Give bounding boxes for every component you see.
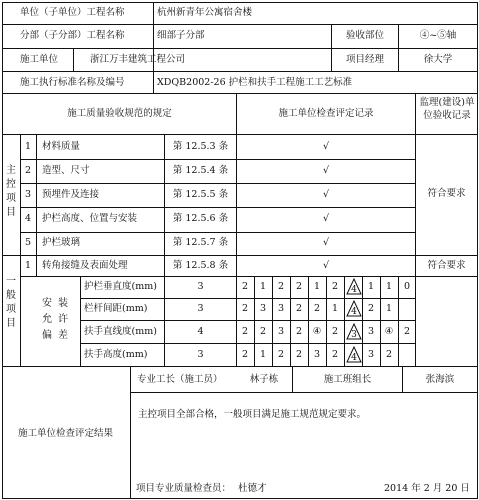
item-number: 5 (24, 237, 32, 248)
measured-value: 2 (295, 303, 303, 314)
item-number: 4 (24, 213, 32, 224)
tolerance-item-name: 扶手高度(mm) (84, 349, 148, 360)
item-clause: 第 12.5.5 条 (172, 189, 229, 200)
measured-value: 3 (277, 325, 285, 337)
tolerance-allowed: 3 (197, 349, 204, 360)
rule-v (344, 276, 345, 367)
measured-value: 2 (403, 325, 411, 337)
rule (20, 183, 415, 184)
check-mark: √ (322, 213, 330, 224)
rule (2, 255, 478, 256)
item-clause: 第 12.5.6 条 (172, 213, 229, 224)
general-group-label: 一般项目 (6, 276, 16, 329)
rule (20, 232, 415, 233)
team-leader-value: 张海滨 (425, 374, 455, 385)
main-control-result: 符合要求 (427, 188, 466, 199)
measured-value: 2 (241, 303, 249, 314)
tolerance-item-name: 扶手直线度(mm) (84, 326, 157, 337)
rule (20, 276, 478, 277)
rule (20, 207, 415, 208)
rule-v (130, 366, 131, 499)
measured-value: 2 (277, 348, 285, 360)
measured-value: 2 (367, 303, 375, 314)
measured-value: 2 (313, 303, 321, 314)
measured-value: 3 (313, 348, 321, 360)
measured-value: ④ (384, 325, 394, 337)
rule (20, 159, 415, 160)
record-column-header: 施工单位检查评定记录 (278, 108, 374, 119)
check-mark: √ (322, 141, 330, 152)
acceptance-part-label: 验收部位 (345, 30, 384, 41)
measured-value: 1 (259, 281, 267, 292)
measured-value: 2 (259, 325, 267, 337)
measured-value: 1 (385, 303, 393, 314)
border-right (477, 2, 478, 499)
unit-project-value: 杭州新青年公寓宿舍楼 (157, 7, 253, 18)
measured-value: 3 (277, 303, 285, 314)
rule-v (36, 134, 37, 277)
triangle-marked-value (346, 278, 362, 299)
border-top (2, 2, 478, 3)
unit-project-label: 单位（子单位）工程名称 (20, 7, 125, 18)
measured-value: 2 (241, 348, 249, 360)
measured-value: 1 (385, 281, 393, 292)
measured-value: 2 (241, 325, 249, 337)
project-manager-value: 徐大学 (423, 54, 453, 65)
rule (2, 24, 478, 25)
tolerance-allowed: 3 (197, 281, 204, 292)
result-label: 施工单位检查评定结果 (18, 428, 114, 439)
result-text: 主控项目全部合格，一般项目满足施工规范规定要求。 (138, 409, 367, 420)
measured-value: ④ (312, 325, 322, 337)
item-clause: 第 12.5.7 条 (172, 237, 229, 248)
tolerance-label: 安装允许偏差 (42, 298, 74, 341)
standard-value: XDQB2002-26 护栏和扶手工程施工工艺标准 (157, 77, 353, 88)
measured-value: 1 (331, 303, 339, 314)
main-control-group-label: 主控项目 (6, 165, 16, 218)
svg-text:4: 4 (351, 285, 357, 295)
check-mark: √ (322, 260, 330, 271)
rule (130, 392, 478, 393)
measured-value: 2 (295, 281, 303, 292)
item-name: 护栏高度、位置与安装 (42, 213, 138, 224)
item-name: 材料质量 (42, 141, 81, 152)
svg-text:3: 3 (351, 329, 357, 340)
team-leader-label: 施工班组长 (323, 374, 372, 385)
general-result: 符合要求 (427, 260, 466, 271)
tolerance-item-name: 护栏垂直度(mm) (84, 281, 157, 292)
rule-v (73, 48, 74, 72)
item-name: 预埋件及连接 (42, 189, 100, 200)
rule-v (153, 71, 154, 94)
item-clause: 第 12.5.4 条 (172, 165, 229, 176)
measured-value: 2 (277, 281, 285, 292)
rule (80, 320, 415, 321)
acceptance-part-value: ④~⑤轴 (419, 30, 457, 41)
rule-v (80, 276, 81, 367)
item-number: 2 (24, 165, 32, 176)
sub-project-label: 分部（子分部）工程名称 (20, 30, 125, 41)
inspector-label: 项目专业质量检查员： (136, 483, 232, 494)
standard-label: 施工执行标准名称及编号 (20, 77, 125, 88)
item-number: 1 (24, 260, 32, 271)
measured-value: 3 (367, 348, 375, 360)
rule (80, 343, 415, 344)
measured-value: 2 (295, 348, 303, 360)
rule-v (164, 134, 165, 277)
supervision-column-header: 监理(建设)单位验收记录 (419, 97, 475, 121)
rule (2, 366, 478, 367)
construction-unit-value: 浙江万丰建筑工程公司 (90, 54, 186, 65)
check-mark: √ (322, 237, 330, 248)
item-number: 3 (24, 189, 32, 200)
spec-column-header: 施工质量验收规范的规定 (67, 108, 172, 119)
tolerance-allowed: 3 (197, 303, 204, 314)
foreman-label: 专业工长（施工员） (137, 374, 223, 385)
svg-text:4: 4 (351, 352, 357, 363)
svg-text:4: 4 (351, 307, 357, 317)
construction-unit-label: 施工单位 (20, 54, 59, 65)
foreman-value: 林子栋 (249, 374, 279, 385)
item-name: 造型、尺寸 (42, 165, 90, 176)
item-name: 护栏玻璃 (42, 237, 81, 248)
item-name: 转角接缝及表面处理 (42, 260, 128, 271)
triangle-marked-value (346, 300, 362, 321)
measured-value: 1 (259, 348, 267, 360)
rule (2, 134, 478, 135)
inspector-value: 杜德才 (238, 483, 267, 494)
measured-value: 3 (259, 303, 267, 314)
measured-value: 1 (313, 281, 321, 292)
item-clause: 第 12.5.3 条 (172, 141, 229, 152)
triangle-marked-value (346, 323, 362, 344)
check-mark: √ (322, 189, 330, 200)
border-bottom (2, 498, 478, 499)
measured-value: 1 (367, 281, 375, 292)
measured-value: 2 (385, 348, 393, 360)
tolerance-allowed: 4 (197, 326, 204, 337)
inspection-date: 2014 年 2 月 20 日 (384, 483, 470, 494)
measured-value: 2 (331, 325, 339, 337)
rule (2, 93, 478, 94)
item-number: 1 (24, 141, 32, 152)
measured-value: 2 (331, 281, 339, 292)
item-clause: 第 12.5.8 条 (172, 260, 229, 271)
project-manager-label: 项目经理 (345, 54, 384, 65)
measured-value: 2 (241, 281, 249, 292)
measured-value: 2 (331, 348, 339, 360)
check-mark: √ (322, 165, 330, 176)
measured-value: 2 (295, 325, 303, 337)
border-left (2, 2, 3, 499)
rule (80, 298, 415, 299)
triangle-marked-value (346, 346, 362, 367)
sub-project-value: 细部子分部 (157, 30, 205, 41)
tolerance-item-name: 栏杆间距(mm) (84, 303, 148, 314)
measured-value: 0 (403, 281, 411, 292)
measured-value: 3 (367, 325, 375, 337)
